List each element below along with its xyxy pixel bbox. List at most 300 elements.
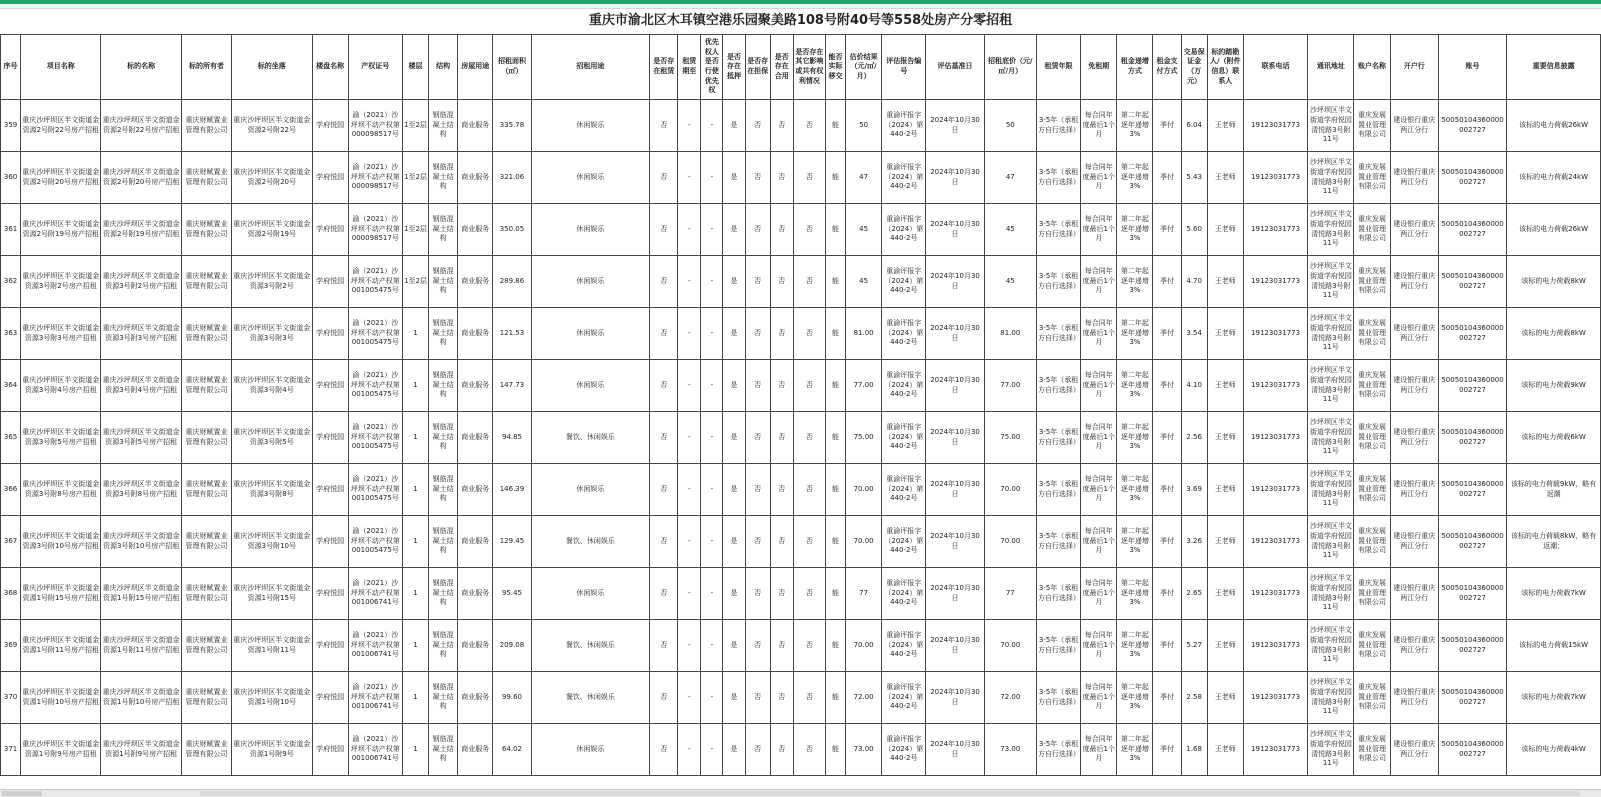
table-cell[interactable]: 否 [745, 412, 770, 464]
table-cell[interactable]: 1 [402, 516, 428, 568]
table-cell[interactable]: 363 [1, 308, 21, 360]
table-cell[interactable]: 否 [745, 464, 770, 516]
table-cell[interactable]: 重庆发展置业管理有限公司 [1354, 464, 1390, 516]
table-cell[interactable]: 能 [825, 360, 845, 412]
table-cell[interactable]: 否 [793, 568, 825, 620]
table-cell[interactable]: 沙坪坝区半文街道学府悦园清悦路3号附11号 [1308, 360, 1354, 412]
table-cell[interactable]: 渝（2021）沙坪坝不动产权第001006741号 [348, 724, 402, 776]
table-cell[interactable]: 渝（2021）沙坪坝不动产权第000098517号 [348, 204, 402, 256]
table-cell[interactable]: 147.73 [493, 360, 531, 412]
table-cell[interactable]: 否 [745, 568, 770, 620]
table-cell[interactable]: 该标的电力荷载26kW [1507, 204, 1601, 256]
column-header[interactable]: 重要信息披露 [1507, 35, 1601, 100]
table-cell[interactable]: 重庆财赋置业管理有限公司 [181, 672, 231, 724]
table-cell[interactable]: 每合同年度最后1个月 [1081, 516, 1117, 568]
table-cell[interactable]: - [678, 672, 701, 724]
table-cell[interactable]: 19123031773 [1243, 672, 1307, 724]
table-cell[interactable]: 50 [846, 100, 882, 152]
table-cell[interactable]: 能 [825, 620, 845, 672]
table-cell[interactable]: 2.58 [1181, 672, 1207, 724]
table-cell[interactable]: 沙坪坝区半文街道学府悦园清悦路3号附11号 [1308, 516, 1354, 568]
table-cell[interactable]: 50050104360000002727 [1438, 464, 1506, 516]
table-cell[interactable]: 2.65 [1181, 568, 1207, 620]
table-cell[interactable]: 否 [745, 204, 770, 256]
table-cell[interactable]: 重庆沙坪坝区半文街道金资源3号附10号房产招租 [21, 516, 101, 568]
column-header[interactable]: 评估报告编号 [882, 35, 926, 100]
table-cell[interactable]: 3-5年（承租方自行选择） [1036, 724, 1080, 776]
table-cell[interactable]: 50050104360000002727 [1438, 568, 1506, 620]
table-cell[interactable]: 重庆沙坪坝区半文街道金资源1号附10号 [232, 672, 312, 724]
table-cell[interactable]: 否 [793, 620, 825, 672]
table-cell[interactable]: 否 [745, 360, 770, 412]
table-cell[interactable]: - [701, 516, 723, 568]
table-cell[interactable]: 每合同年度最后1个月 [1081, 464, 1117, 516]
table-cell[interactable]: 19123031773 [1243, 516, 1307, 568]
table-cell[interactable]: 建设银行重庆两江分行 [1390, 672, 1438, 724]
table-cell[interactable]: 钢筋混凝土结构 [429, 516, 458, 568]
table-cell[interactable]: 渝（2021）沙坪坝不动产权第001005475号 [348, 360, 402, 412]
table-cell[interactable]: - [701, 620, 723, 672]
table-cell[interactable]: 沙坪坝区半文街道学府悦园清悦路3号附11号 [1308, 152, 1354, 204]
table-cell[interactable]: 沙坪坝区半文街道学府悦园清悦路3号附11号 [1308, 412, 1354, 464]
table-cell[interactable]: 餐饮、休闲娱乐 [531, 412, 650, 464]
table-cell[interactable]: 第二年起逐年递增3% [1117, 308, 1153, 360]
table-cell[interactable]: 第二年起逐年递增3% [1117, 516, 1153, 568]
table-cell[interactable]: 重庆沙坪坝区半文街道金资源1号附15号房产招租 [101, 568, 181, 620]
table-cell[interactable]: 1 [402, 672, 428, 724]
table-cell[interactable]: 否 [745, 516, 770, 568]
table-cell[interactable]: 建设银行重庆两江分行 [1390, 516, 1438, 568]
table-cell[interactable]: 370 [1, 672, 21, 724]
table-cell[interactable]: 重庆沙坪坝区半文街道金资源3号附5号 [232, 412, 312, 464]
table-cell[interactable]: 350.05 [493, 204, 531, 256]
column-header[interactable]: 招租面积（㎡） [493, 35, 531, 100]
table-cell[interactable]: 否 [650, 204, 678, 256]
table-cell[interactable]: 钢筋混凝土结构 [429, 100, 458, 152]
table-cell[interactable]: 2024年10月30日 [926, 568, 984, 620]
table-cell[interactable]: 餐饮、休闲娱乐 [531, 672, 650, 724]
table-cell[interactable]: 渝（2021）沙坪坝不动产权第001006741号 [348, 672, 402, 724]
table-cell[interactable]: 重庆发展置业管理有限公司 [1354, 308, 1390, 360]
column-header[interactable]: 是否存在担保 [745, 35, 770, 100]
table-cell[interactable]: 重庆财赋置业管理有限公司 [181, 204, 231, 256]
table-cell[interactable]: 1 [402, 360, 428, 412]
table-cell[interactable]: 是 [723, 152, 745, 204]
column-header[interactable]: 标的名称 [101, 35, 181, 100]
table-cell[interactable]: 50050104360000002727 [1438, 204, 1506, 256]
table-cell[interactable]: 2024年10月30日 [926, 308, 984, 360]
table-cell[interactable]: 商业服务 [458, 672, 493, 724]
table-cell[interactable]: 368 [1, 568, 21, 620]
table-cell[interactable]: 19123031773 [1243, 724, 1307, 776]
table-cell[interactable]: 否 [793, 204, 825, 256]
table-cell[interactable]: 3-5年（承租方自行选择） [1036, 256, 1080, 308]
column-header[interactable]: 标的所有者 [181, 35, 231, 100]
table-cell[interactable]: 是 [723, 256, 745, 308]
table-cell[interactable]: 1 [402, 568, 428, 620]
table-cell[interactable]: 否 [650, 516, 678, 568]
table-cell[interactable]: 19123031773 [1243, 412, 1307, 464]
table-cell[interactable]: 19123031773 [1243, 360, 1307, 412]
table-cell[interactable]: 1 [402, 412, 428, 464]
table-cell[interactable]: 重庆沙坪坝区半文街道金资源3号附2号房产招租 [101, 256, 181, 308]
table-cell[interactable]: 重庆沙坪坝区半文街道金资源2号附22号房产招租 [101, 100, 181, 152]
table-cell[interactable]: 季付 [1153, 412, 1181, 464]
table-cell[interactable]: 否 [770, 724, 793, 776]
table-cell[interactable]: 第二年起逐年递增3% [1117, 360, 1153, 412]
table-cell[interactable]: 商业服务 [458, 724, 493, 776]
table-cell[interactable]: 重庆财赋置业管理有限公司 [181, 464, 231, 516]
table-cell[interactable]: 否 [770, 152, 793, 204]
table-cell[interactable]: 能 [825, 308, 845, 360]
table-cell[interactable]: 2024年10月30日 [926, 204, 984, 256]
table-cell[interactable]: 重庆沙坪坝区半文街道金资源1号附9号房产招租 [21, 724, 101, 776]
table-cell[interactable]: 6.04 [1181, 100, 1207, 152]
column-header[interactable]: 账号 [1438, 35, 1506, 100]
table-cell[interactable]: 3-5年（承租方自行选择） [1036, 100, 1080, 152]
table-cell[interactable]: - [678, 412, 701, 464]
table-cell[interactable]: 3-5年（承租方自行选择） [1036, 308, 1080, 360]
table-cell[interactable]: 45 [846, 256, 882, 308]
column-header[interactable]: 项目名称 [21, 35, 101, 100]
table-cell[interactable]: 否 [793, 100, 825, 152]
table-cell[interactable]: 重庆发展置业管理有限公司 [1354, 100, 1390, 152]
table-cell[interactable]: 否 [770, 620, 793, 672]
table-cell[interactable]: 渝（2021）沙坪坝不动产权第001005475号 [348, 308, 402, 360]
table-cell[interactable]: 重庆沙坪坝区半文街道金资源3号附3号房产招租 [101, 308, 181, 360]
table-cell[interactable]: 季付 [1153, 516, 1181, 568]
table-cell[interactable]: 沙坪坝区半文街道学府悦园清悦路3号附11号 [1308, 204, 1354, 256]
table-cell[interactable]: 学府悦园 [312, 360, 348, 412]
table-cell[interactable]: 王老师 [1207, 308, 1243, 360]
table-cell[interactable]: 2.56 [1181, 412, 1207, 464]
table-cell[interactable]: 否 [650, 724, 678, 776]
table-cell[interactable]: 渝（2021）沙坪坝不动产权第001005475号 [348, 412, 402, 464]
column-header[interactable]: 招租底价（元/㎡/月） [984, 35, 1036, 100]
column-header[interactable]: 产权证号 [348, 35, 402, 100]
table-cell[interactable]: 321.06 [493, 152, 531, 204]
table-cell[interactable]: 该标的电力荷载6kW [1507, 412, 1601, 464]
table-cell[interactable]: 商业服务 [458, 568, 493, 620]
column-header[interactable]: 楼盘名称 [312, 35, 348, 100]
table-cell[interactable]: 64.02 [493, 724, 531, 776]
table-cell[interactable]: 是 [723, 568, 745, 620]
table-cell[interactable]: 建设银行重庆两江分行 [1390, 204, 1438, 256]
table-cell[interactable]: 王老师 [1207, 516, 1243, 568]
table-cell[interactable]: 重庆发展置业管理有限公司 [1354, 672, 1390, 724]
table-cell[interactable]: 能 [825, 152, 845, 204]
column-header[interactable]: 楼层 [402, 35, 428, 100]
table-cell[interactable]: 季付 [1153, 724, 1181, 776]
table-cell[interactable]: 81.00 [984, 308, 1036, 360]
table-cell[interactable]: 钢筋混凝土结构 [429, 360, 458, 412]
table-cell[interactable]: 否 [793, 516, 825, 568]
table-cell[interactable]: 重庆发展置业管理有限公司 [1354, 412, 1390, 464]
table-cell[interactable]: 5.43 [1181, 152, 1207, 204]
table-cell[interactable]: 沙坪坝区半文街道学府悦园清悦路3号附11号 [1308, 256, 1354, 308]
table-cell[interactable]: 重渝评报字（2024）第440-2号 [882, 724, 926, 776]
table-cell[interactable]: 能 [825, 204, 845, 256]
table-cell[interactable]: 商业服务 [458, 464, 493, 516]
table-cell[interactable]: 能 [825, 412, 845, 464]
table-cell[interactable]: 季付 [1153, 100, 1181, 152]
table-cell[interactable]: 休闲娱乐 [531, 256, 650, 308]
table-cell[interactable]: 否 [793, 360, 825, 412]
table-cell[interactable]: 每合同年度最后1个月 [1081, 724, 1117, 776]
table-cell[interactable]: 钢筋混凝土结构 [429, 256, 458, 308]
table-cell[interactable]: 钢筋混凝土结构 [429, 620, 458, 672]
table-cell[interactable]: 重庆发展置业管理有限公司 [1354, 620, 1390, 672]
table-cell[interactable]: 72.00 [984, 672, 1036, 724]
column-header[interactable]: 通讯地址 [1308, 35, 1354, 100]
table-cell[interactable]: 钢筋混凝土结构 [429, 672, 458, 724]
table-cell[interactable]: - [701, 724, 723, 776]
table-cell[interactable]: 商业服务 [458, 516, 493, 568]
table-cell[interactable]: 否 [770, 516, 793, 568]
table-cell[interactable]: 每合同年度最后1个月 [1081, 672, 1117, 724]
column-header[interactable]: 租赁期至 [678, 35, 701, 100]
table-cell[interactable]: 否 [770, 308, 793, 360]
table-cell[interactable]: 建设银行重庆两江分行 [1390, 412, 1438, 464]
column-header[interactable]: 估价结果（元/㎡/月） [846, 35, 882, 100]
table-cell[interactable]: 该标的电力荷载9kW，略有返潮 [1507, 464, 1601, 516]
table-cell[interactable]: 商业服务 [458, 412, 493, 464]
table-cell[interactable]: 19123031773 [1243, 152, 1307, 204]
column-header[interactable]: 租金支付方式 [1153, 35, 1181, 100]
table-cell[interactable]: 能 [825, 256, 845, 308]
table-cell[interactable]: 重庆发展置业管理有限公司 [1354, 516, 1390, 568]
table-cell[interactable]: 否 [650, 464, 678, 516]
table-cell[interactable]: 重庆财赋置业管理有限公司 [181, 568, 231, 620]
table-cell[interactable]: 95.45 [493, 568, 531, 620]
table-cell[interactable]: 休闲娱乐 [531, 360, 650, 412]
table-cell[interactable]: 50050104360000002727 [1438, 724, 1506, 776]
table-cell[interactable]: 重庆沙坪坝区半文街道金资源1号附11号房产招租 [101, 620, 181, 672]
table-cell[interactable]: 50050104360000002727 [1438, 100, 1506, 152]
table-cell[interactable]: 学府悦园 [312, 672, 348, 724]
table-cell[interactable]: 第二年起逐年递增3% [1117, 620, 1153, 672]
table-cell[interactable]: 重庆发展置业管理有限公司 [1354, 724, 1390, 776]
table-cell[interactable]: 4.70 [1181, 256, 1207, 308]
table-cell[interactable]: 沙坪坝区半文街道学府悦园清悦路3号附11号 [1308, 620, 1354, 672]
table-cell[interactable]: 77 [846, 568, 882, 620]
table-cell[interactable]: 75.00 [846, 412, 882, 464]
table-cell[interactable]: 2024年10月30日 [926, 464, 984, 516]
table-cell[interactable]: - [701, 568, 723, 620]
table-cell[interactable]: - [678, 152, 701, 204]
table-cell[interactable]: 367 [1, 516, 21, 568]
table-cell[interactable]: - [701, 100, 723, 152]
table-cell[interactable]: 1.68 [1181, 724, 1207, 776]
table-cell[interactable]: 94.85 [493, 412, 531, 464]
column-header[interactable]: 标的踏勘人/（附件信息）联系人 [1207, 35, 1243, 100]
table-cell[interactable]: - [701, 464, 723, 516]
table-cell[interactable]: 3.54 [1181, 308, 1207, 360]
table-cell[interactable]: - [701, 152, 723, 204]
table-cell[interactable]: 369 [1, 620, 21, 672]
table-cell[interactable]: 73.00 [984, 724, 1036, 776]
table-cell[interactable]: 重庆沙坪坝区半文街道金资源3号附8号 [232, 464, 312, 516]
table-cell[interactable]: 70.00 [984, 620, 1036, 672]
table-cell[interactable]: 季付 [1153, 308, 1181, 360]
table-cell[interactable]: 70.00 [846, 516, 882, 568]
table-cell[interactable]: 该标的电力荷载15kW [1507, 620, 1601, 672]
table-cell[interactable]: 否 [770, 360, 793, 412]
table-cell[interactable]: 建设银行重庆两江分行 [1390, 464, 1438, 516]
table-cell[interactable]: 钢筋混凝土结构 [429, 412, 458, 464]
table-cell[interactable]: 重庆财赋置业管理有限公司 [181, 620, 231, 672]
table-cell[interactable]: 沙坪坝区半文街道学府悦园清悦路3号附11号 [1308, 568, 1354, 620]
table-cell[interactable]: 1至2层 [402, 100, 428, 152]
table-cell[interactable]: 是 [723, 724, 745, 776]
table-cell[interactable]: 1至2层 [402, 152, 428, 204]
table-cell[interactable]: 19123031773 [1243, 308, 1307, 360]
table-cell[interactable]: 重庆沙坪坝区半文街道金资源1号附9号 [232, 724, 312, 776]
table-cell[interactable]: 重庆财赋置业管理有限公司 [181, 152, 231, 204]
table-cell[interactable]: 建设银行重庆两江分行 [1390, 308, 1438, 360]
table-cell[interactable]: 重庆沙坪坝区半文街道金资源1号附15号 [232, 568, 312, 620]
table-cell[interactable]: 2024年10月30日 [926, 620, 984, 672]
table-cell[interactable]: 3.69 [1181, 464, 1207, 516]
table-cell[interactable]: 3-5年（承租方自行选择） [1036, 620, 1080, 672]
table-cell[interactable]: 学府悦园 [312, 464, 348, 516]
table-cell[interactable]: - [678, 620, 701, 672]
table-cell[interactable]: 建设银行重庆两江分行 [1390, 620, 1438, 672]
column-header[interactable]: 序号 [1, 35, 21, 100]
table-cell[interactable]: 重渝评报字（2024）第440-2号 [882, 464, 926, 516]
table-cell[interactable]: 否 [770, 100, 793, 152]
table-cell[interactable]: 每合同年度最后1个月 [1081, 204, 1117, 256]
table-cell[interactable]: 1至2层 [402, 256, 428, 308]
table-cell[interactable]: 商业服务 [458, 100, 493, 152]
table-cell[interactable]: 重渝评报字（2024）第440-2号 [882, 516, 926, 568]
column-header[interactable]: 结构 [429, 35, 458, 100]
spreadsheet-grid[interactable] [0, 8, 1601, 789]
table-cell[interactable]: 学府悦园 [312, 516, 348, 568]
table-cell[interactable]: 重庆财赋置业管理有限公司 [181, 516, 231, 568]
table-cell[interactable]: 129.45 [493, 516, 531, 568]
table-cell[interactable]: 能 [825, 100, 845, 152]
table-cell[interactable]: 否 [770, 568, 793, 620]
table-cell[interactable]: 重庆沙坪坝区半文街道金资源3号附3号 [232, 308, 312, 360]
column-header[interactable]: 评估基准日 [926, 35, 984, 100]
table-cell[interactable]: 是 [723, 100, 745, 152]
column-header[interactable]: 优先权人是否行使优先权 [701, 35, 723, 100]
table-cell[interactable]: - [701, 308, 723, 360]
table-cell[interactable]: 重庆沙坪坝区半文街道金资源1号附10号房产招租 [21, 672, 101, 724]
table-cell[interactable]: 否 [745, 724, 770, 776]
table-cell[interactable]: 重庆沙坪坝区半文街道金资源3号附2号 [232, 256, 312, 308]
column-header[interactable]: 免租期 [1081, 35, 1117, 100]
table-cell[interactable]: 19123031773 [1243, 464, 1307, 516]
table-cell[interactable]: 366 [1, 464, 21, 516]
table-cell[interactable]: 第二年起逐年递增3% [1117, 464, 1153, 516]
column-header[interactable]: 能否实际移交 [825, 35, 845, 100]
table-cell[interactable]: - [678, 724, 701, 776]
table-cell[interactable]: - [678, 308, 701, 360]
table-cell[interactable]: 建设银行重庆两江分行 [1390, 360, 1438, 412]
table-cell[interactable]: 重庆沙坪坝区半文街道金资源2号附19号 [232, 204, 312, 256]
table-cell[interactable]: 否 [793, 412, 825, 464]
table-cell[interactable]: 3.26 [1181, 516, 1207, 568]
table-cell[interactable]: 否 [650, 308, 678, 360]
table-cell[interactable]: 重庆沙坪坝区半文街道金资源3号附10号房产招租 [101, 516, 181, 568]
table-cell[interactable]: 学府悦园 [312, 204, 348, 256]
table-cell[interactable]: 餐饮、休闲娱乐 [531, 620, 650, 672]
table-cell[interactable]: 该标的电力荷载8kW [1507, 308, 1601, 360]
table-cell[interactable]: 第二年起逐年递增3% [1117, 256, 1153, 308]
table-cell[interactable]: 45 [984, 204, 1036, 256]
table-cell[interactable]: 否 [745, 100, 770, 152]
column-header[interactable]: 租金递增方式 [1117, 35, 1153, 100]
table-cell[interactable]: 王老师 [1207, 568, 1243, 620]
table-cell[interactable]: 重渝评报字（2024）第440-2号 [882, 152, 926, 204]
table-cell[interactable]: 364 [1, 360, 21, 412]
table-cell[interactable]: 王老师 [1207, 620, 1243, 672]
table-cell[interactable]: 重庆发展置业管理有限公司 [1354, 360, 1390, 412]
table-cell[interactable]: 50050104360000002727 [1438, 620, 1506, 672]
table-cell[interactable]: 19123031773 [1243, 100, 1307, 152]
table-cell[interactable]: 学府悦园 [312, 412, 348, 464]
table-cell[interactable]: 3-5年（承租方自行选择） [1036, 464, 1080, 516]
table-cell[interactable]: 每合同年度最后1个月 [1081, 620, 1117, 672]
table-cell[interactable]: 该标的电力荷载7kW [1507, 568, 1601, 620]
table-cell[interactable]: 50050104360000002727 [1438, 256, 1506, 308]
table-cell[interactable]: 第二年起逐年递增3% [1117, 568, 1153, 620]
column-header[interactable]: 开户行 [1390, 35, 1438, 100]
table-cell[interactable]: 每合同年度最后1个月 [1081, 100, 1117, 152]
table-cell[interactable]: 45 [984, 256, 1036, 308]
column-header[interactable]: 标的坐落 [232, 35, 312, 100]
table-cell[interactable]: 王老师 [1207, 152, 1243, 204]
table-cell[interactable]: 1 [402, 620, 428, 672]
table-cell[interactable]: 否 [650, 620, 678, 672]
table-cell[interactable]: - [701, 672, 723, 724]
column-header[interactable]: 招租用途 [531, 35, 650, 100]
column-header[interactable]: 是否存在抵押 [723, 35, 745, 100]
table-cell[interactable]: 否 [770, 204, 793, 256]
table-cell[interactable]: 否 [793, 256, 825, 308]
table-cell[interactable]: 是 [723, 204, 745, 256]
table-cell[interactable]: 4.10 [1181, 360, 1207, 412]
table-cell[interactable]: 重庆沙坪坝区半文街道金资源1号附10号房产招租 [101, 672, 181, 724]
table-cell[interactable]: 钢筋混凝土结构 [429, 464, 458, 516]
table-cell[interactable]: 3-5年（承租方自行选择） [1036, 152, 1080, 204]
table-cell[interactable]: 1 [402, 724, 428, 776]
table-cell[interactable]: 钢筋混凝土结构 [429, 568, 458, 620]
table-cell[interactable]: 重庆沙坪坝区半文街道金资源1号附11号房产招租 [21, 620, 101, 672]
table-cell[interactable]: - [701, 412, 723, 464]
table-cell[interactable]: 重庆沙坪坝区半文街道金资源1号附9号房产招租 [101, 724, 181, 776]
table-cell[interactable]: 季付 [1153, 620, 1181, 672]
table-cell[interactable]: 5.27 [1181, 620, 1207, 672]
table-cell[interactable]: 是 [723, 308, 745, 360]
table-cell[interactable]: 77.00 [846, 360, 882, 412]
table-cell[interactable]: 重渝评报字（2024）第440-2号 [882, 672, 926, 724]
table-cell[interactable]: 50050104360000002727 [1438, 360, 1506, 412]
table-cell[interactable]: 休闲娱乐 [531, 308, 650, 360]
table-cell[interactable]: - [678, 204, 701, 256]
table-cell[interactable]: 季付 [1153, 204, 1181, 256]
table-cell[interactable]: 3-5年（承租方自行选择） [1036, 672, 1080, 724]
table-cell[interactable]: 沙坪坝区半文街道学府悦园清悦路3号附11号 [1308, 724, 1354, 776]
table-cell[interactable]: - [678, 256, 701, 308]
table-cell[interactable]: 学府悦园 [312, 724, 348, 776]
table-cell[interactable]: - [701, 360, 723, 412]
table-cell[interactable]: 1 [402, 464, 428, 516]
table-cell[interactable]: 重庆财赋置业管理有限公司 [181, 256, 231, 308]
table-cell[interactable]: 沙坪坝区半文街道学府悦园清悦路3号附11号 [1308, 308, 1354, 360]
